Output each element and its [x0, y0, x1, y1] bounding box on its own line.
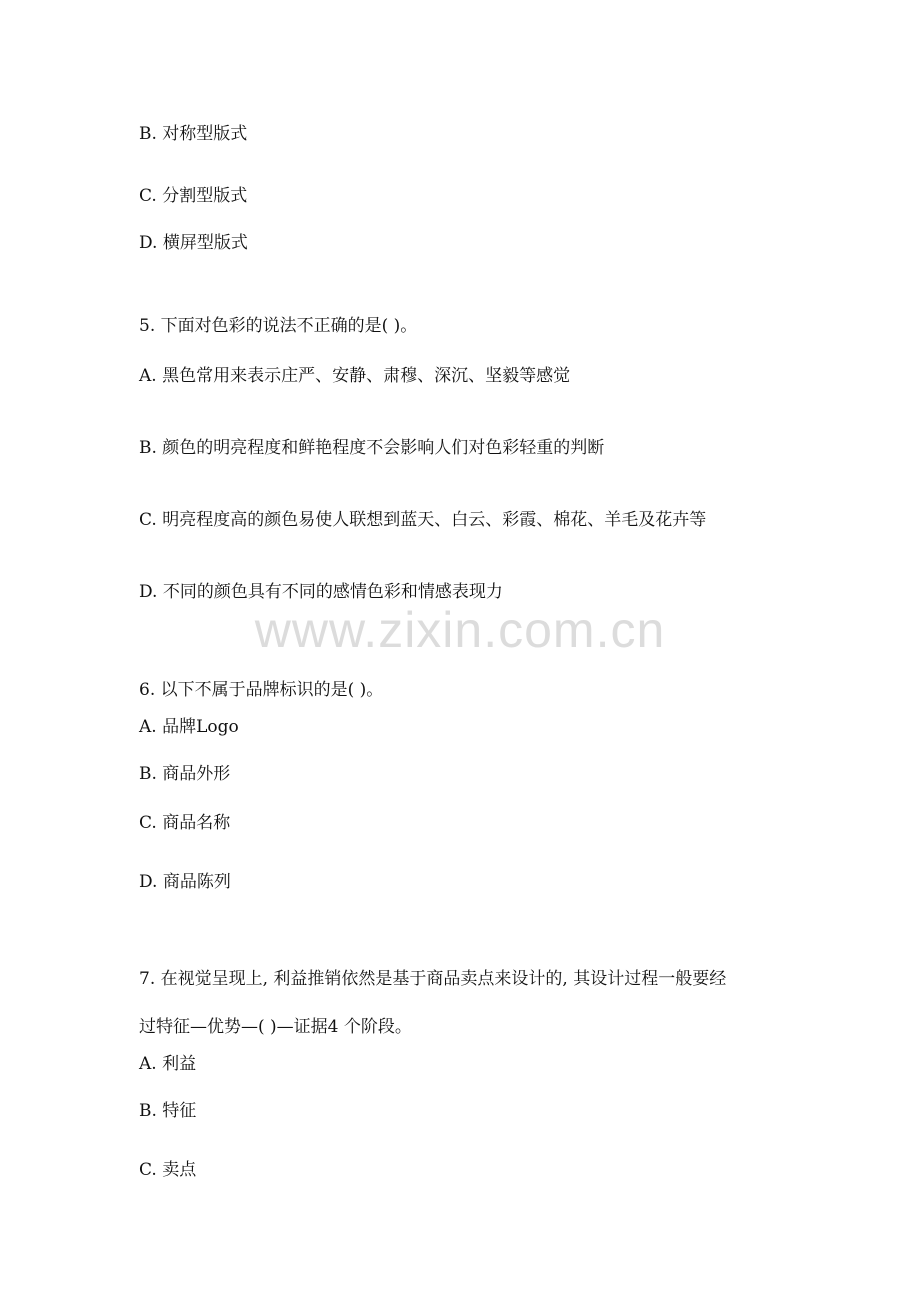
q6-stem: 6. 以下不属于品牌标识的是( )。	[139, 680, 384, 700]
q6-option-b: B. 商品外形	[139, 764, 231, 784]
q7-option-c: C. 卖点	[139, 1160, 197, 1180]
q5-option-d: D. 不同的颜色具有不同的感情色彩和情感表现力	[139, 582, 503, 602]
q7-option-a: A. 利益	[139, 1054, 197, 1074]
q5-option-c: C. 明亮程度高的颜色易使人联想到蓝天、白云、彩霞、棉花、羊毛及花卉等	[139, 510, 707, 530]
q6-option-a: A. 品牌Logo	[139, 717, 239, 737]
q5-option-b: B. 颜色的明亮程度和鲜艳程度不会影响人们对色彩轻重的判断	[139, 438, 605, 458]
q7-stem-line-1: 7. 在视觉呈现上, 利益推销依然是基于商品卖点来设计的, 其设计过程一般要经	[139, 969, 727, 989]
q7-stem-line-2: 过特征—优势—( )—证据4 个阶段。	[139, 1017, 412, 1037]
q6-option-c: C. 商品名称	[139, 813, 231, 833]
q5-option-a: A. 黑色常用来表示庄严、安静、肃穆、深沉、坚毅等感觉	[139, 366, 571, 386]
q6-option-d: D. 商品陈列	[139, 872, 231, 892]
q4-option-c: C. 分割型版式	[139, 186, 248, 206]
q4-option-b: B. 对称型版式	[139, 124, 248, 144]
watermark: www.zixin.com.cn	[254, 602, 666, 658]
q7-option-b: B. 特征	[139, 1101, 197, 1121]
q5-stem: 5. 下面对色彩的说法不正确的是( )。	[139, 316, 418, 336]
q4-option-d: D. 横屏型版式	[139, 233, 248, 253]
